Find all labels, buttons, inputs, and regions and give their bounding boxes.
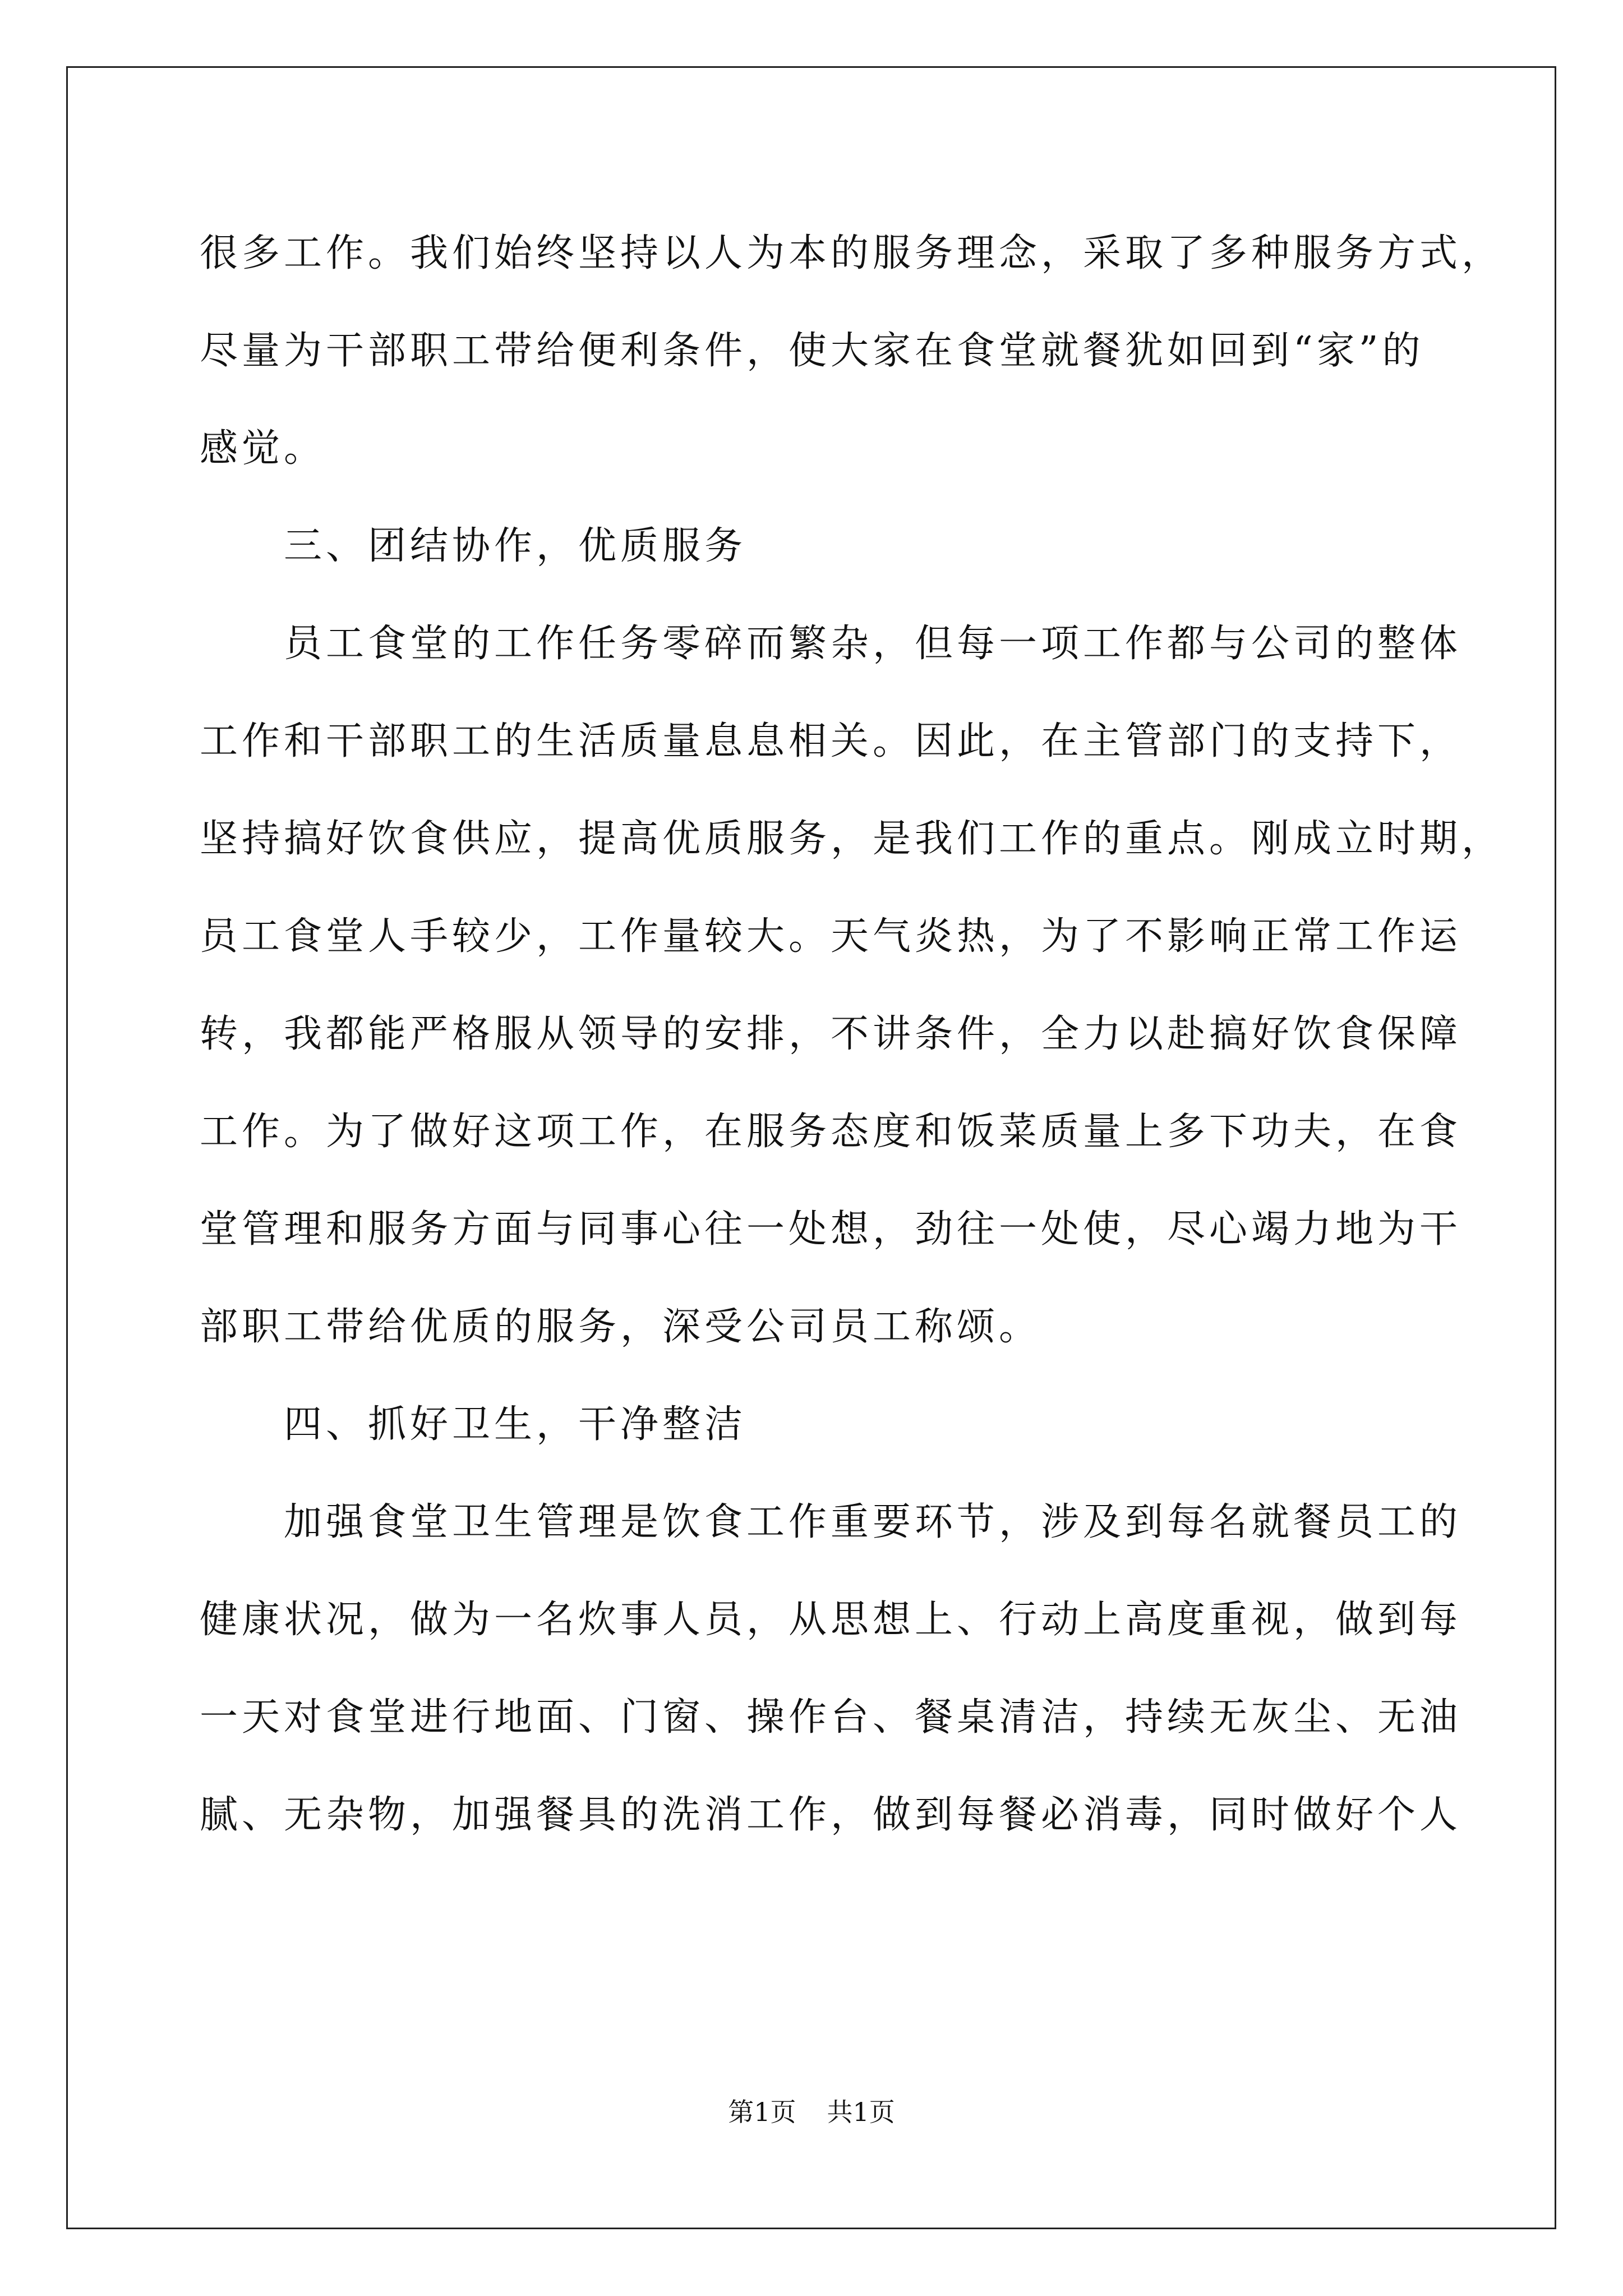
page-number-current: 第1页 [728, 2097, 796, 2127]
section-heading-4: 四、抓好卫生，干净整洁 [284, 1402, 747, 1447]
text-line-15: 健康状况，做为一名炊事人员，从思想上、行动上高度重视，做到每 [200, 1598, 1462, 1642]
text-line-2: 尽量为干部职工带给便利条件，使大家在食堂就餐犹如回到“家”的 [200, 329, 1424, 373]
text-line-12: 部职工带给优质的服务，深受公司员工称颂。 [200, 1305, 1041, 1349]
text-line-10: 工作。为了做好这项工作，在服务态度和饭菜质量上多下功夫，在食 [200, 1110, 1462, 1154]
document-body [200, 205, 1504, 1864]
text-line-1: 很多工作。我们始终坚持以人为本的服务理念，采取了多种服务方式， [200, 231, 1504, 275]
text-line-14: 加强食堂卫生管理是饮食工作重要环节，涉及到每名就餐员工的 [284, 1500, 1462, 1544]
text-line-9: 转，我都能严格服从领导的安排，不讲条件，全力以赴搞好饮食保障 [200, 1012, 1462, 1056]
text-line-5: 员工食堂的工作任务零碎而繁杂，但每一项工作都与公司的整体 [284, 622, 1462, 666]
text-line-8: 员工食堂人手较少，工作量较大。天气炎热，为了不影响正常工作运 [200, 914, 1462, 959]
text-line-16: 一天对食堂进行地面、门窗、操作台、餐桌清洁，持续无灰尘、无油 [200, 1695, 1462, 1740]
text-line-11: 堂管理和服务方面与同事心往一处想，劲往一处使，尽心竭力地为干 [200, 1207, 1462, 1251]
text-line-7: 坚持搞好饮食供应，提高优质服务，是我们工作的重点。刚成立时期， [200, 817, 1504, 861]
section-heading-3: 三、团结协作，优质服务 [284, 524, 747, 568]
text-line-17: 腻、无杂物，加强餐具的洗消工作，做到每餐必消毒，同时做好个人 [200, 1793, 1462, 1837]
page-footer [0, 2095, 1623, 2129]
text-line-3: 感觉。 [200, 426, 326, 471]
text-line-6: 工作和干部职工的生活质量息息相关。因此，在主管部门的支持下， [200, 719, 1462, 763]
page-number-total: 共1页 [827, 2097, 895, 2127]
